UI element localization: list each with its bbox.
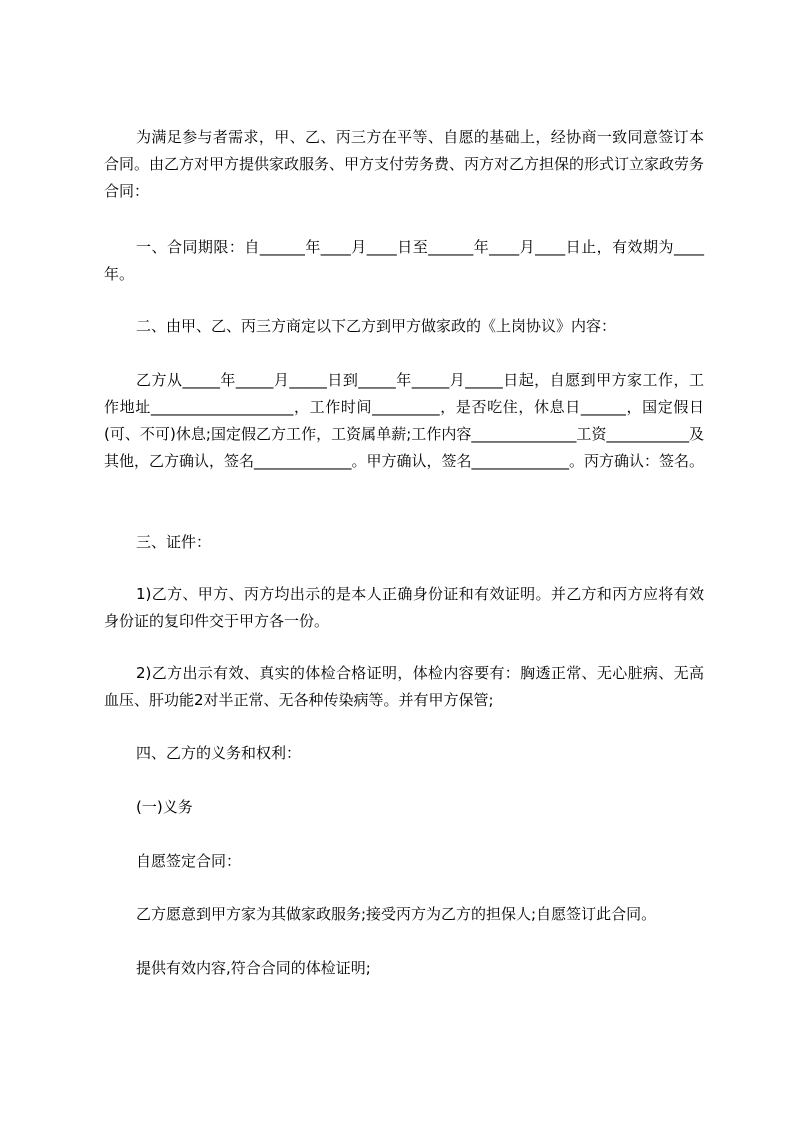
health-certificate-text: 提供有效内容,符合合同的体检证明; — [136, 959, 371, 977]
voluntary-contract-heading: 自愿签定合同： — [136, 852, 242, 870]
job-agreement-paragraph: 乙方从_____年_____月_____日到_____年_____月_____日起，自愿到甲方家工作，工作地址___________________，工作时间_________，是否吃住，休息日______，国定假日(可、不可)休息;国定假乙方工作，工资属单薪;工作内容______________工资___________及其他，乙方确认，签名_____________。甲方确认，签名_____________。丙方确认：签名。 — [104, 371, 705, 470]
voluntary-contract-text: 乙方愿意到甲方家为其做家政服务;接受丙方为乙方的担保人;自愿签订此合同。 — [136, 905, 657, 923]
section-1-contract-term: 一、合同期限：自______年____月____日至______年____月____日止，有效期为____年。 — [104, 238, 704, 283]
duties-heading: (一)义务 — [136, 798, 193, 816]
documents-item-1: 1)乙方、甲方、丙方均出示的是本人正确身份证和有效证明。并乙方和丙方应将有效身份证的复印件交于甲方各一份。 — [104, 585, 704, 630]
section-4-heading: 四、乙方的义务和权利： — [136, 744, 302, 762]
intro-paragraph: 为满足参与者需求，甲、乙、丙三方在平等、自愿的基础上，经协商一致同意签订本合同。由乙方对甲方提供家政服务、甲方支付劳务费、丙方对乙方担保的形式订立家政劳务合同： — [104, 128, 705, 200]
section-2-heading: 二、由甲、乙、丙三方商定以下乙方到甲方做家政的《上岗协议》内容： — [136, 317, 617, 335]
section-3-heading: 三、证件： — [136, 533, 212, 551]
documents-item-2: 2)乙方出示有效、真实的体检合格证明，体检内容要有：胸透正常、无心脏病、无高血压、肝功能2对半正常、无各种传染病等。并有甲方保管; — [104, 664, 704, 709]
